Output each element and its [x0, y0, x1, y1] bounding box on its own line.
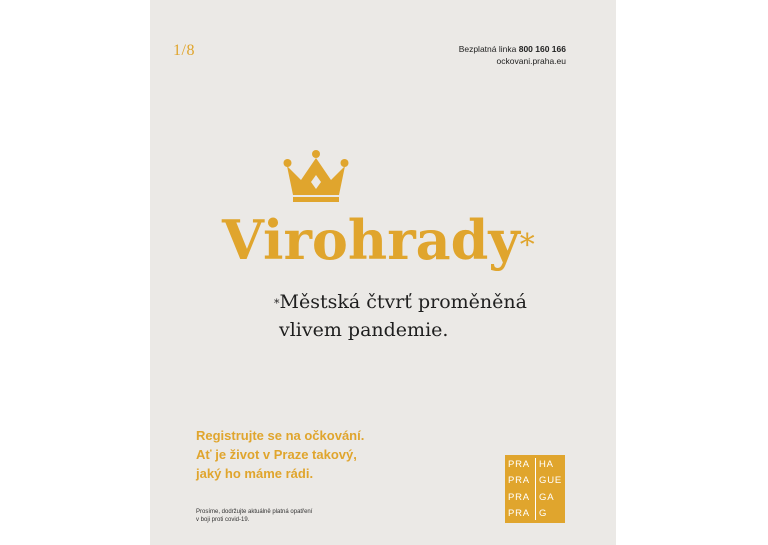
footnote-line-2: v boji proti covid-19.: [196, 517, 250, 523]
logo-right-1: HA: [539, 459, 554, 470]
call-to-action: [196, 426, 364, 483]
page-number: 1/8: [173, 42, 195, 59]
logo-right-4: G: [539, 507, 548, 519]
poster-subtitle: [274, 288, 527, 344]
praha-logo: [505, 455, 565, 523]
logo-left-1: PRA: [508, 459, 530, 470]
subtitle-line-1-text: Městská čtvrť proměněná: [279, 291, 527, 313]
subtitle-line-2: vlivem pandemie.: [279, 319, 449, 341]
logo-right-3: GA: [539, 491, 555, 503]
poster-title: [222, 208, 535, 272]
logo-left-column: [505, 455, 533, 523]
logo-left-4: PRA: [508, 507, 530, 519]
title-asterisk: *: [519, 228, 535, 263]
title-text: Virohrady: [222, 208, 520, 272]
logo-right-column: [538, 455, 562, 523]
poster: [150, 0, 616, 545]
crown-icon: [283, 150, 349, 202]
logo-left-2: PRA: [508, 475, 530, 487]
hotline-info: [459, 43, 566, 67]
logo-left-3: PRA: [508, 491, 530, 503]
footnote-line-1: Prosíme, dodržujte aktuálně platná opatření: [196, 509, 313, 515]
hotline-url: ockovani.praha.eu: [496, 56, 566, 66]
cta-line-2: Ať je život v Praze takový,: [196, 447, 357, 462]
logo-divider: [535, 458, 536, 520]
subtitle-asterisk: *: [274, 297, 280, 310]
hotline-number: 800 160 166: [518, 44, 566, 54]
footnote: [196, 508, 312, 524]
cta-line-1: Registrujte se na očkování.: [196, 428, 365, 443]
logo-right-2: GUE: [539, 475, 562, 487]
hotline-line: [459, 43, 566, 55]
cta-line-3: jaký ho máme rádi.: [196, 466, 314, 481]
hotline-label: Bezplatná linka: [458, 44, 517, 54]
subtitle-line-1: [274, 288, 527, 316]
